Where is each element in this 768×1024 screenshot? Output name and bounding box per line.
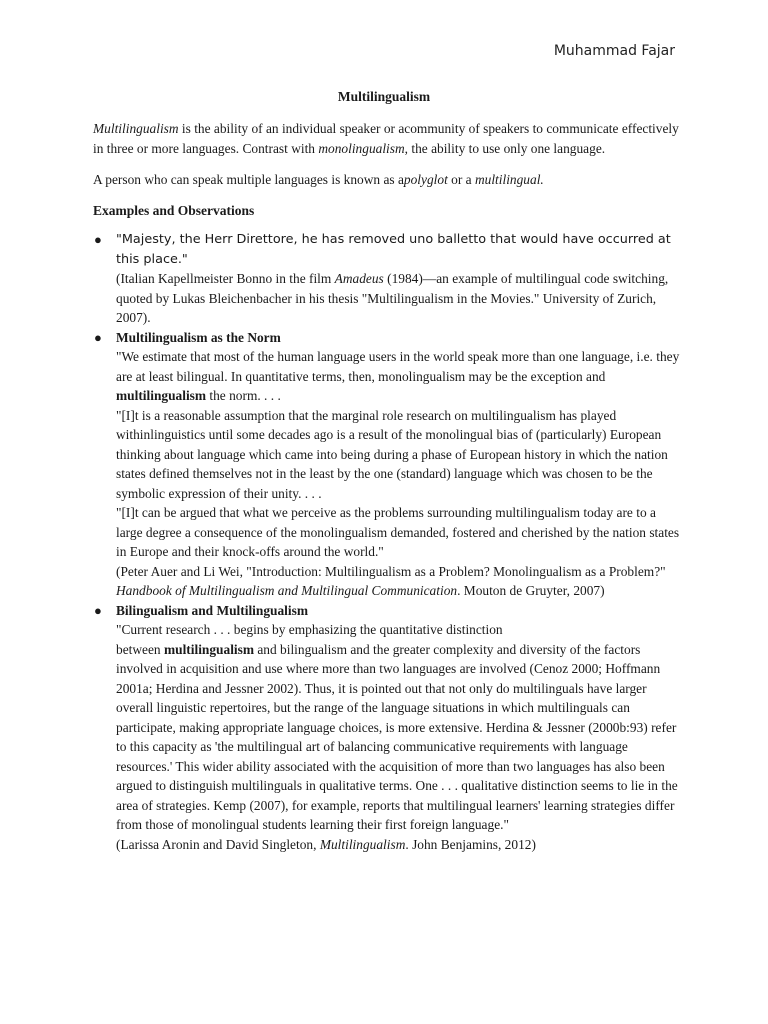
intro-term: Multilingualism — [93, 121, 179, 136]
bullet-icon: ● — [94, 232, 102, 247]
research-citation: (Larissa Aronin and David Singleton, Multilingualism. John Benjamins, 2012) — [116, 836, 536, 852]
bullet-icon: ● — [94, 329, 102, 345]
book-title: Multilingualism — [319, 836, 406, 852]
polyglot-text-mid: or a — [447, 172, 475, 187]
bullet-icon: ● — [94, 602, 102, 618]
list-item — [93, 328, 681, 601]
subheading-norm: Multilingualism as the Norm — [116, 329, 281, 345]
multilingual-term: multilingual. — [474, 172, 544, 187]
document-body — [93, 119, 681, 854]
polyglot-term: polyglot — [403, 172, 448, 187]
document-title: Multilingualism — [337, 89, 431, 104]
research-intro: "Current research . . . begins by emphasizing the quantitative distinction — [116, 622, 503, 637]
subheading-bilingualism: Bilingualism and Multilingualism — [116, 602, 308, 618]
intro-contrast-term: monolingualism — [318, 140, 405, 156]
intro-paragraph — [93, 119, 681, 158]
norm-paragraph-3: "[I]t can be argued that what we perceive as the problems surrounding multilingualism today are to a large degree a consequence of the monolingualism demanded, fostered and cherished by the nation states in Europe and their knock-offs around the world." — [116, 505, 680, 559]
polyglot-text: A person who can speak multiple languages is known as a — [93, 172, 404, 187]
intro-text-end: , the ability to use only one language. — [404, 140, 606, 156]
list-item — [93, 601, 681, 855]
film-title: Amadeus — [334, 271, 384, 286]
norm-paragraph-2: "[I]t is a reasonable assumption that the marginal role research on multilingualism has played withinlinguistics until some decades ago is a result of the monolingual bias of (particularly) European thinking about language which came into being during a phase of European history in which the nation states defined themselves not in the least by the one (standard) language which was chosen to be the symbolic expression of their unity. . . . — [116, 407, 668, 501]
research-body: between multilingualism and bilingualism and the greater complexity and diversity of the factors involved in acquisition and use where more than two languages are involved (Cenoz 2000; Hoffmann 2001a; Herdina and Jessner 2002). Thus, it is pointed out that not only do multilinguals have larger overall linguistic repertoires, but the range of the language situations in which multilinguals can participate, making appropriate language choices, is more extensive. Herdina & Jessner (2000b:93) refer to this capacity as 'the multilingual art of balancing communicative requirements with language resources.' This wider ability associated with the acquisition of more than two languages has also been argued to distinguish multilinguals in qualitative terms. One . . . qualitative distinction seems to lie in the area of strategies. Kemp (2007), for example, reports that multilingual learners' learning strategies differ from those of monolingual students learning their first foreign language." — [116, 641, 678, 832]
examples-heading: Examples and Observations — [93, 202, 255, 218]
list-item — [93, 230, 681, 328]
author-name: Muhammad Fajar — [553, 43, 675, 59]
amadeus-quote: "Majesty, the Herr Direttore, he has removed uno balletto that would have occurred at this place." — [116, 232, 671, 267]
norm-paragraph-1: "We estimate that most of the human language users in the world speak more than one language, i.e. they are at least bilingual. In quantitative terms, then, monolingualism may be the exception and multilingualism the norm. . . . — [116, 349, 680, 403]
handbook-title: Handbook of Multilingualism and Multilingual Communication — [116, 583, 458, 598]
intro-text: is the ability of an individual speaker or acommunity of speakers to communicate effectively in three or more languages. Contrast with — [93, 121, 679, 156]
amadeus-citation: (Italian Kapellmeister Bonno in the film Amadeus (1984)—an example of multilingual code switching, quoted by Lukas Bleichenbacher in his thesis "Multilingualism in the Movies." University of Zurich, 2007). — [116, 271, 669, 325]
norm-citation: (Peter Auer and Li Wei, "Introduction: Multilingualism as a Problem? Monolingualism as a Problem?" Handbook of Multilingualism and Multilingual Communication. Mouton de Gruyter, 2007) — [116, 563, 666, 598]
polyglot-paragraph — [93, 170, 681, 190]
